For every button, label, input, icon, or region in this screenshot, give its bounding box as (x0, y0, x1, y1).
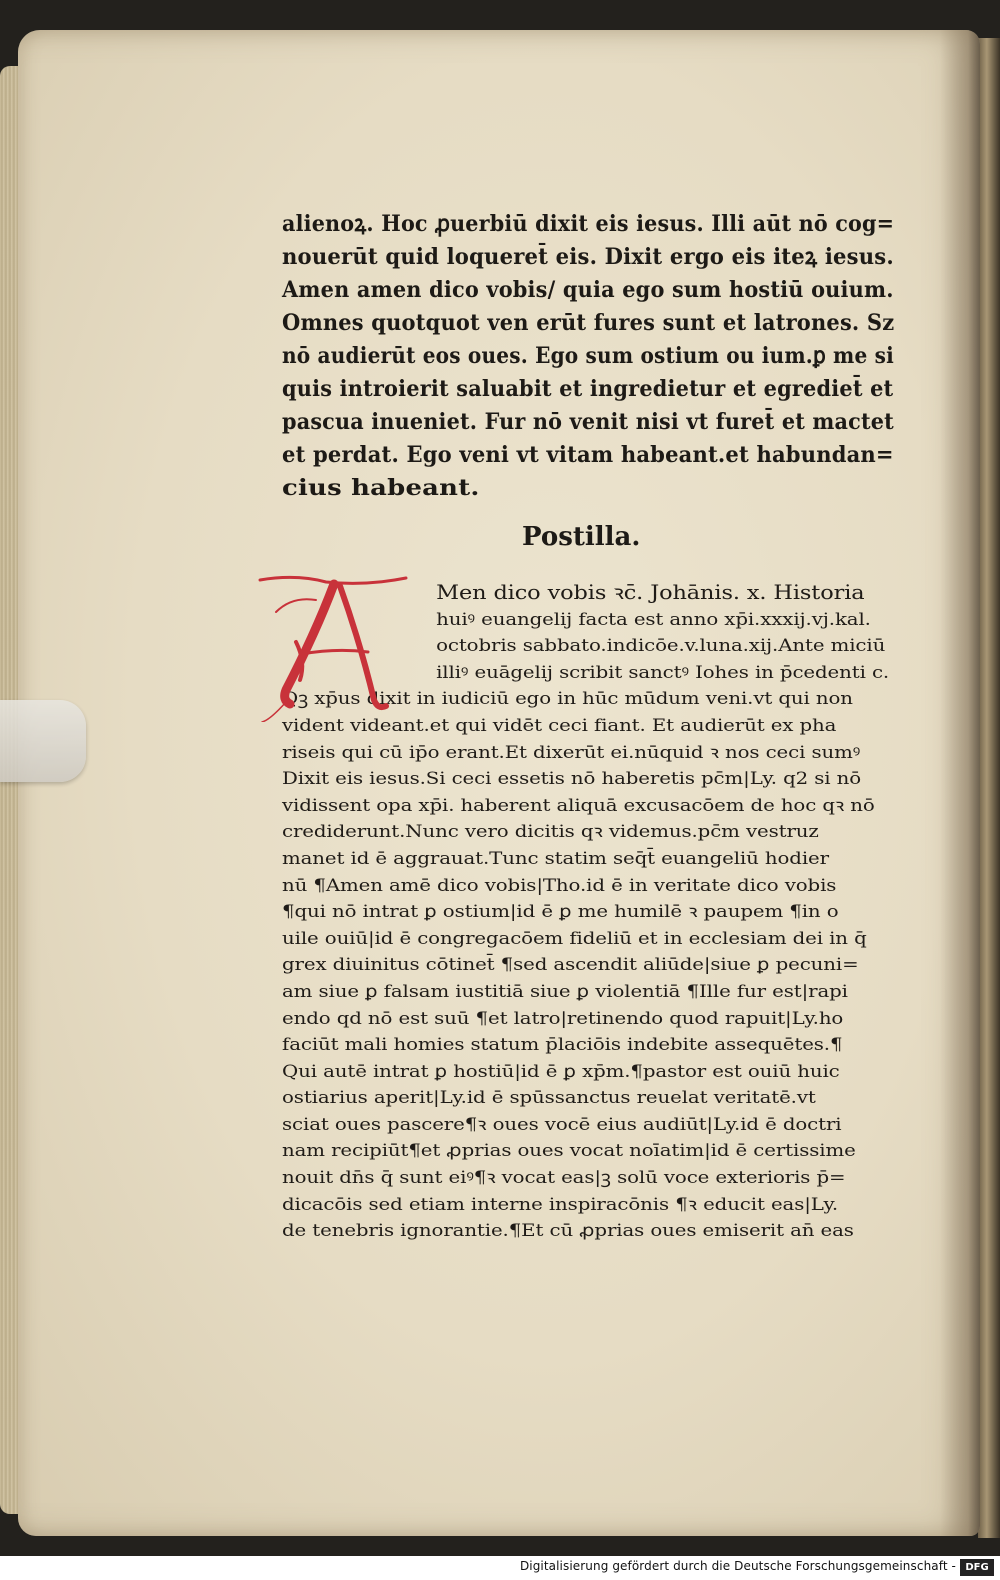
gospel-line: alienoꝝ. Hoc ꝓuerbiū dixit eis iesus. Illi aūt nō cog= (282, 211, 895, 237)
gospel-text (282, 208, 902, 505)
footer-bar (0, 1556, 1000, 1580)
postilla-line: illiꝰ euāgelij scribit sanctꝰ Iohes in p̄cedenti c. (436, 662, 890, 683)
gospel-line: Omnes quotquot ven erūt fures sunt et latrones. Sz (282, 310, 895, 336)
postilla-line: am siue ꝑ falsam iustitiā siue ꝑ violentiā ¶Ille fur est|rapi (282, 981, 848, 1002)
gospel-line: cius habeant. (282, 475, 480, 501)
postilla-line: ostiarius aperit|Ly.id ē spūssanctus reuelat veritatē.vt (282, 1088, 816, 1109)
postilla-line: nouit dn̄s q̄ sunt eiꝰ¶ꝛ vocat eas|ꝫ solū voce exterioris p̄= (282, 1168, 846, 1189)
rubricated-initial (256, 572, 426, 722)
dfg-logo: DFG (960, 1559, 994, 1576)
postilla-line: uile ouiū|id ē congregacōem fideliū et in ecclesiam dei in q̄ (282, 928, 867, 949)
postilla-line: ¶qui nō intrat ꝑ ostium|id ē ꝑ me humilē ꝛ paupem ¶in o (282, 902, 839, 923)
postilla-line: faciūt mali homies statum p̄laciōis indebite assequētes.¶ (282, 1035, 843, 1056)
gospel-line: quis introierit saluabit et ingredietur et egrediet̄ et (282, 376, 894, 402)
postilla-line: endo qd nō est suū ¶et latro|retinendo quod rapuit|Ly.ho (282, 1008, 844, 1029)
footer-credit: Digitalisierung gefördert durch die Deutsche Forschungsgemeinschaft - (519, 1559, 956, 1573)
postilla-line: vident videant.et qui vidēt ceci fiant. Et audierūt ex pha (282, 715, 837, 736)
book-page (18, 30, 980, 1536)
postilla-line: nū ¶Amen amē dico vobis|Tho.id ē in veritate dico vobis (282, 875, 837, 896)
postilla-line: Qui autē intrat ꝑ hostiū|id ē ꝑ xp̄m.¶pastor est ouiū huic (282, 1061, 840, 1082)
postilla-line: manet id ē aggrauat.Tunc statim seq̄t̄ euangeliū hodier (282, 848, 829, 869)
postilla-line: Men dico vobis ꝛc̄. Johānis. x. Historia (436, 581, 865, 604)
gospel-line: et perdat. Ego veni vt vitam habeant.et habundan= (282, 442, 894, 468)
gospel-line: pascua inueniet. Fur nō venit nisi vt furet̄ et mactet (282, 409, 894, 435)
postilla-line: dicacōis sed etiam interne inspiracōnis ¶ꝛ educit eas|Ly. (282, 1194, 839, 1215)
bookmark-slip (0, 700, 86, 782)
postilla-line: huiꝰ euangelij facta est anno xp̄i.xxxij.vj.kal. (436, 609, 871, 630)
postilla-line: vidissent opa xp̄i. haberent aliquā excusacōem de hoc qꝛ nō (282, 795, 875, 816)
postilla-line: sciat oues pascere¶ꝛ oues vocē eius audiūt|Ly.id ē doctri (282, 1114, 842, 1135)
postilla-line: octobris sabbato.indicōe.v.luna.xij.Ante miciū (436, 636, 886, 657)
postilla-line: riseis qui cū ip̄o erant.Et dixerūt ei.nūquid ꝛ nos ceci sumꝰ (282, 742, 861, 763)
postilla-line: grex diuinitus cōtinet̄ ¶sed ascendit aliūde|siue ꝑ pecuni= (282, 955, 859, 976)
postilla-line: Qꝫ xp̄us dixit in iudiciū ego in hūc mūdum veni.vt qui non (282, 689, 853, 710)
postilla-line: de tenebris ignorantie.¶Et cū ꝓprias oues emiserit an̄ eas (282, 1221, 854, 1242)
section-heading: Postilla. (522, 522, 641, 552)
postilla-line: Dixit eis iesus.Si ceci essetis nō haberetis pc̄m|Ly. q2 si nō (282, 769, 862, 790)
postilla-line: crediderunt.Nunc vero dicitis qꝛ videmus.pc̄m vestruz (282, 822, 819, 843)
postilla-line: nam recipiūt¶et ꝓprias oues vocat noīatim|id ē certissime (282, 1141, 856, 1162)
gospel-line: nō audierūt eos oues. Ego sum ostium ou ium.ꝑ me si (282, 343, 894, 369)
gospel-line: nouerūt quid loqueret̄ eis. Dixit ergo eis iteꝝ iesus. (282, 244, 894, 270)
gospel-line: Amen amen dico vobis/ quia ego sum hostiū ouium. (282, 277, 894, 303)
